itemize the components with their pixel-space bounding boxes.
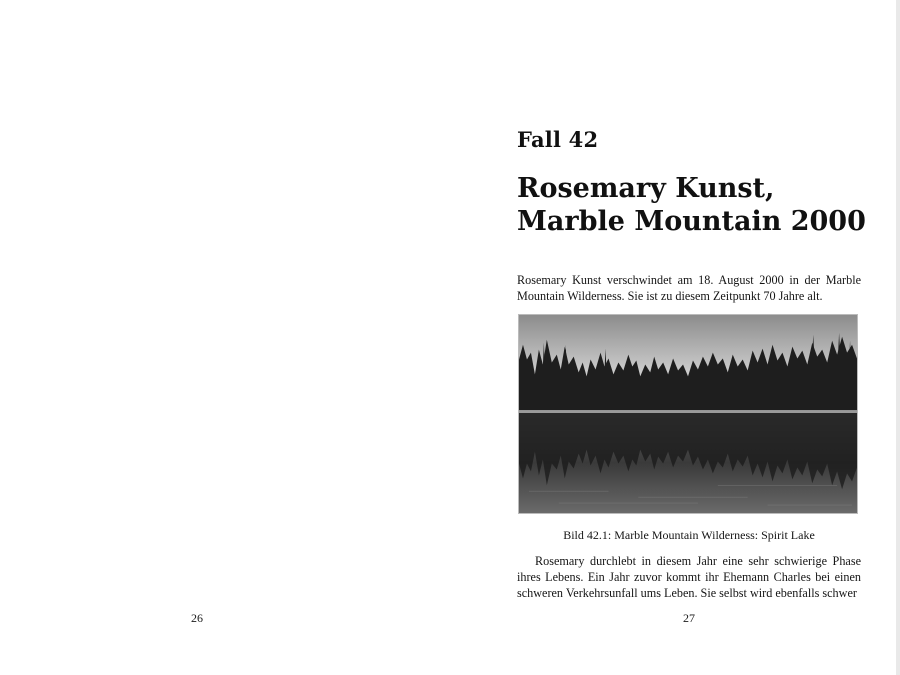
figure-caption: Bild 42.1: Marble Mountain Wilderness: Spirit Lake (563, 528, 815, 542)
chapter-label: Fall 42 (517, 127, 599, 152)
body-paragraph: Rosemary durchlebt in diesem Jahr eine sehr schwierige Phase ihres Lebens. Ein Jahr zuvor kommt ihr Ehemann Charles bei einen schweren Verkehrsunfall ums Leben. Sie selbst wird ebenfalls schwer (517, 554, 861, 600)
left-page-number: 26 (191, 611, 203, 625)
lake-landscape-image (519, 315, 857, 513)
shoreline (519, 410, 857, 413)
intro-paragraph: Rosemary Kunst verschwindet am 18. August 2000 in der Marble Mountain Wilderness. Sie ist zu diesem Zeitpunkt 70 Jahre alt. (517, 273, 861, 303)
lake-photo (518, 314, 858, 514)
chapter-title: Rosemary Kunst, Marble Mountain 2000 (517, 173, 866, 237)
right-page-number: 27 (683, 611, 695, 625)
page-edge (896, 0, 900, 675)
